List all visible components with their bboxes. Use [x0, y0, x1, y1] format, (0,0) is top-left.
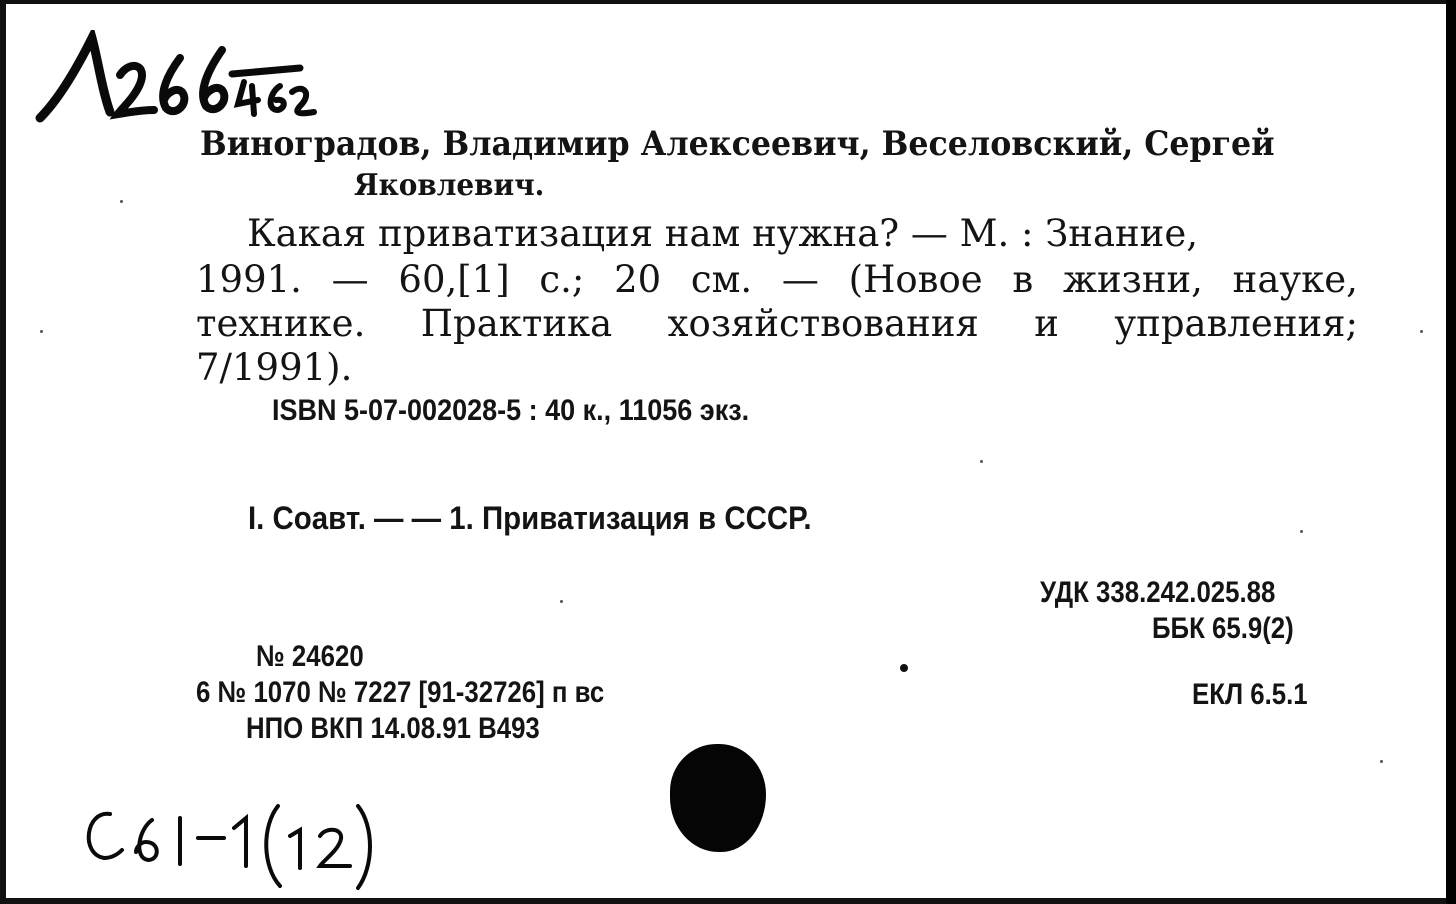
ekl-classification: ЕКЛ 6.5.1 [1192, 678, 1308, 711]
scan-speck [1420, 330, 1423, 333]
order-number: № 24620 [256, 640, 364, 673]
scan-speck [1380, 760, 1383, 763]
desc-word: см. [690, 258, 753, 301]
desc-word: в [1012, 258, 1034, 301]
printer-line: НПО ВКП 14.08.91 В493 [246, 712, 540, 745]
scan-speck [900, 664, 908, 672]
desc-word: управления; [1114, 302, 1358, 345]
desc-word: 1991. [196, 258, 302, 301]
desc-word: 60,[1] [398, 258, 510, 301]
desc-word: 20 [614, 258, 662, 301]
scan-speck [40, 330, 43, 333]
description-line2 [196, 258, 1358, 301]
card-border-right [1446, 0, 1456, 904]
handwritten-class-mark [74, 796, 384, 896]
scan-speck [980, 460, 983, 463]
desc-word: (Новое [848, 258, 983, 301]
scan-speck [560, 600, 563, 603]
bbk-classification: ББК 65.9(2) [1152, 612, 1294, 645]
card-border-left [0, 0, 6, 904]
desc-word: и [1034, 302, 1059, 345]
author-heading-line1: Виноградов, Владимир Алексеевич, Веселовский, Сергей [200, 124, 1275, 164]
desc-word: хозяйствования [667, 302, 979, 345]
description-line3 [196, 302, 1358, 345]
handwritten-shelf-mark [30, 30, 320, 125]
desc-word: — [781, 258, 819, 301]
desc-word: жизни, [1062, 258, 1203, 301]
desc-word: технике. [196, 302, 366, 345]
desc-word: Практика [420, 302, 613, 345]
desc-word: с.; [539, 258, 585, 301]
desc-word: — [331, 258, 369, 301]
isbn-line: ISBN 5-07-002028-5 : 40 к., 11056 экз. [272, 394, 750, 427]
punch-hole [670, 744, 766, 852]
print-line: 6 № 1070 № 7227 [91-32726] п вс [196, 676, 605, 709]
scan-speck [120, 200, 123, 203]
series-number: 7/1991). [196, 346, 353, 389]
card-border-bottom [0, 898, 1456, 904]
author-heading-line2: Яковлевич. [354, 168, 545, 203]
udc-classification: УДК 338.242.025.88 [1040, 576, 1276, 609]
desc-word: науке, [1232, 258, 1358, 301]
title-statement: Какая приватизация нам нужна? — М. : Знание, [247, 212, 1198, 255]
tracings-line: I. Соавт. — — 1. Приватизация в СССР. [248, 500, 812, 536]
scan-speck [1300, 530, 1303, 533]
card-border-top [0, 0, 1456, 4]
